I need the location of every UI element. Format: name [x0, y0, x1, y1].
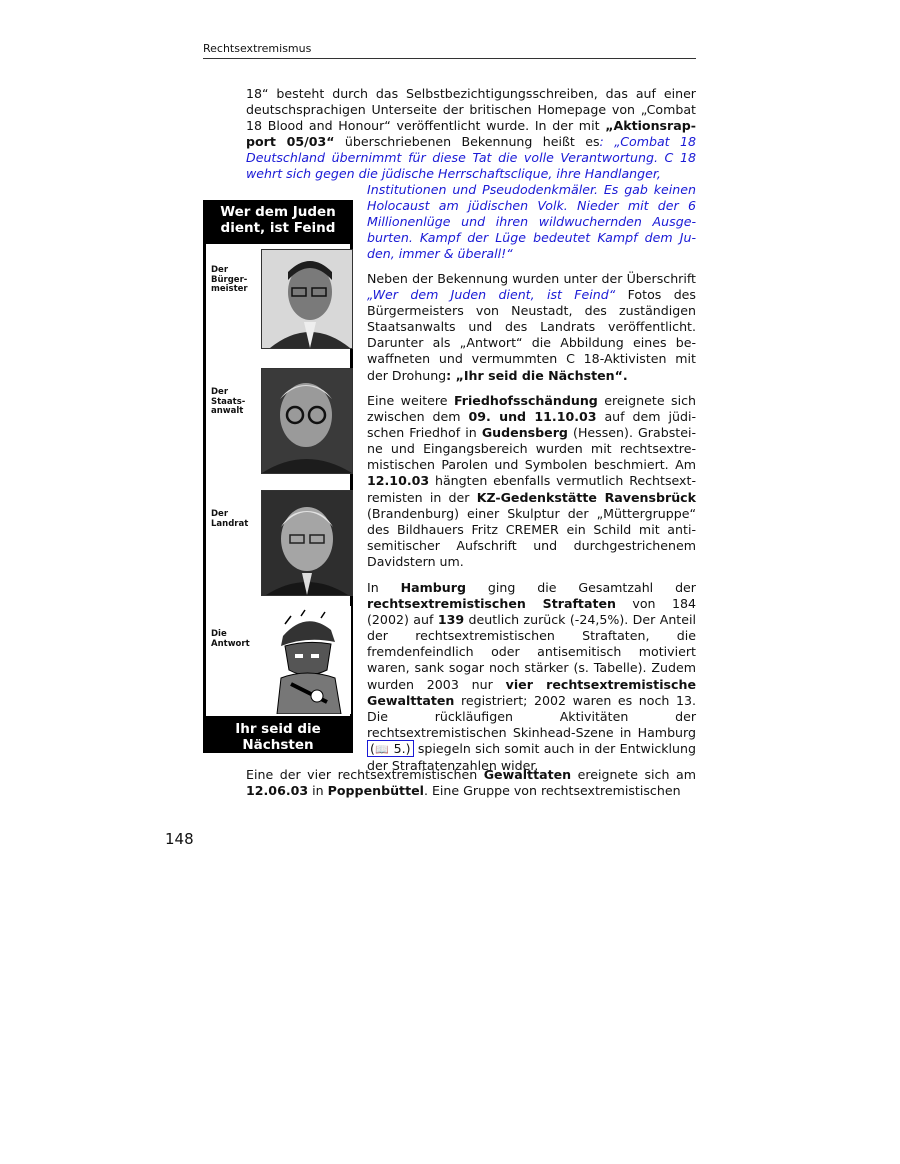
text-span: ging die Gesamtzahl der — [465, 580, 696, 595]
paragraph-1 — [246, 86, 696, 184]
cross-reference-link[interactable] — [367, 740, 414, 757]
bold-term: Gudensberg — [481, 425, 568, 441]
photo-buergermeister — [261, 249, 353, 349]
bold-term: Friedhofsschändung — [453, 393, 598, 408]
text-span: Eine weitere — [367, 393, 454, 408]
label-line: Staats- — [211, 396, 246, 407]
photo-staatsanwalt — [261, 368, 353, 474]
text-span: von 184 (2002) auf — [367, 596, 696, 628]
text-span: in — [308, 783, 328, 799]
text-span: auf dem jüdischen Friedhof in — [367, 409, 696, 441]
flyer-footer — [203, 721, 353, 753]
flyer-image — [203, 200, 353, 753]
label-line: Die — [211, 629, 227, 639]
colon: : — [599, 134, 604, 150]
text-span: 18“ besteht durch das Selbstbezichtigungsschreiben, das auf einer deutschsprachigen Unterseite der britischen Homepage von „Combat 18 Blood and Honour“ veröffentlicht wurde. In der mit — [246, 86, 696, 134]
bold-term: Hamburg — [400, 580, 466, 595]
paragraph-3 — [367, 393, 696, 570]
bold-term: Gewalttaten — [483, 767, 572, 782]
text-span: überschriebenen Bekennung heißt es — [334, 134, 600, 150]
label-line: Bürger- — [211, 274, 248, 285]
bold-term: KZ-Gedenkstätte Ravensbrück — [476, 489, 697, 505]
text-span: Neben der Bekennung wurden unter der Überschrift — [367, 271, 696, 286]
photo-landrat — [261, 490, 353, 596]
book-icon: 📖 — [374, 742, 390, 756]
ref-number: 5.) — [389, 740, 411, 756]
bold-term: Poppenbüttel — [327, 783, 424, 799]
bold-term: vier rechtsextremistische Gewalttaten — [367, 676, 696, 708]
bold-term: rechtsextremistischen Straftaten — [367, 596, 616, 612]
paragraph-5 — [246, 767, 696, 799]
text-span: spiegeln sich somit auch in der Entwicklung der Straftatenzahlen wider. — [367, 740, 697, 774]
label-line: meister — [211, 284, 248, 294]
label-line: Antwort — [211, 638, 250, 649]
label-line: Der — [211, 387, 229, 397]
page-number: 148 — [165, 830, 194, 848]
paragraph-2 — [367, 271, 696, 384]
flyer-footer-line: Ihr seid die — [235, 721, 321, 737]
text-span: ereignete sich am — [571, 767, 696, 782]
label-buergermeister — [211, 266, 248, 295]
label-antwort — [211, 630, 250, 649]
text-span: In — [367, 580, 401, 595]
bold-term: 12.10.03 — [367, 473, 430, 489]
photo-antwort — [261, 606, 351, 714]
text-span: registriert; 2002 waren es noch 13. Die rückläufigen Aktivitäten der rechtsextremistischen Skinhead-Szene in Hamburg — [367, 692, 696, 740]
quote-text: „Wer dem Juden dient, ist Feind“ — [367, 287, 616, 303]
text-span: (Brandenburg) einer Skulptur der „Müttergruppe“ des Bildhauers Fritz CREMER ein Schild mit antisemitischer Aufschrift und durchgestrichenem Davidstern um. — [367, 505, 696, 569]
bold-term: 09. und 11.10.03 — [468, 409, 597, 425]
text-span: deutlich zurück (-24,5%). Der Anteil der rechtsextremistischen Straftaten, die fremdenfeindlich oder antisemitisch motiviert waren, sank sogar noch stärker (s. Tabelle). Zudem wurden 2003 nur — [367, 612, 696, 692]
flyer-footer-line: Nächsten — [242, 737, 314, 753]
flyer-body — [206, 244, 350, 716]
label-line: Der — [211, 509, 229, 519]
text-span: Fotos des Bürgermeisters von Neustadt, des zuständigen Staatsanwalts und des Landrats veröffentlicht. Darunter als „Antwort“ die Abbildung eines bewaffneten und vermummten C 18-Aktivisten mit der Drohung — [367, 287, 696, 383]
running-head: Rechtsextremismus — [203, 42, 696, 59]
flyer-title — [203, 204, 353, 236]
bold-term: „Aktionsrapport 05/03“ — [246, 118, 696, 150]
label-landrat — [211, 510, 248, 529]
label-line: Der — [211, 265, 229, 275]
text-span: hängten ebenfalls vermutlich Rechtsextremisten in der — [367, 473, 696, 505]
quote-continuation: Institutionen und Pseudodenkmäler. Es gab keinen Holocaust am jüdischen Volk. Nieder mit der 6 Millionenlüge und ihren wildwuchernden Ausgeburten. Kampf der Lüge bedeutet Kampf dem Juden, immer & überall!“ — [367, 182, 696, 262]
text-span: . Eine Gruppe von rechtsextremistischen — [423, 783, 681, 799]
ref-open: ( — [370, 740, 375, 756]
bold-term: : „Ihr seid die Nächsten“. — [446, 367, 628, 383]
label-line: Landrat — [211, 518, 249, 529]
text-span: Eine der vier rechtsextremistischen — [246, 767, 484, 782]
paragraph-4 — [367, 580, 696, 774]
label-staatsanwalt — [211, 388, 245, 417]
quote-text: „Combat 18 Deutschland übernimmt für diese Tat die volle Verantwortung. C 18 wehrt sich gegen die jüdische Herrschaftsclique, ihre Handlanger, — [246, 134, 696, 182]
bold-term: 139 — [437, 612, 465, 628]
bold-term: 12.06.03 — [246, 783, 309, 799]
text-span: ereignete sich zwischen dem — [367, 393, 696, 425]
flyer-title-line: Wer dem Juden — [220, 204, 336, 220]
label-line: anwalt — [211, 406, 244, 416]
text-span: (Hessen). Grabsteine und Eingangsbereich wurden mit rechtsextremistischen Parolen und Symbolen beschmiert. Am — [367, 425, 696, 473]
flyer-title-line: dient, ist Feind — [220, 220, 336, 236]
